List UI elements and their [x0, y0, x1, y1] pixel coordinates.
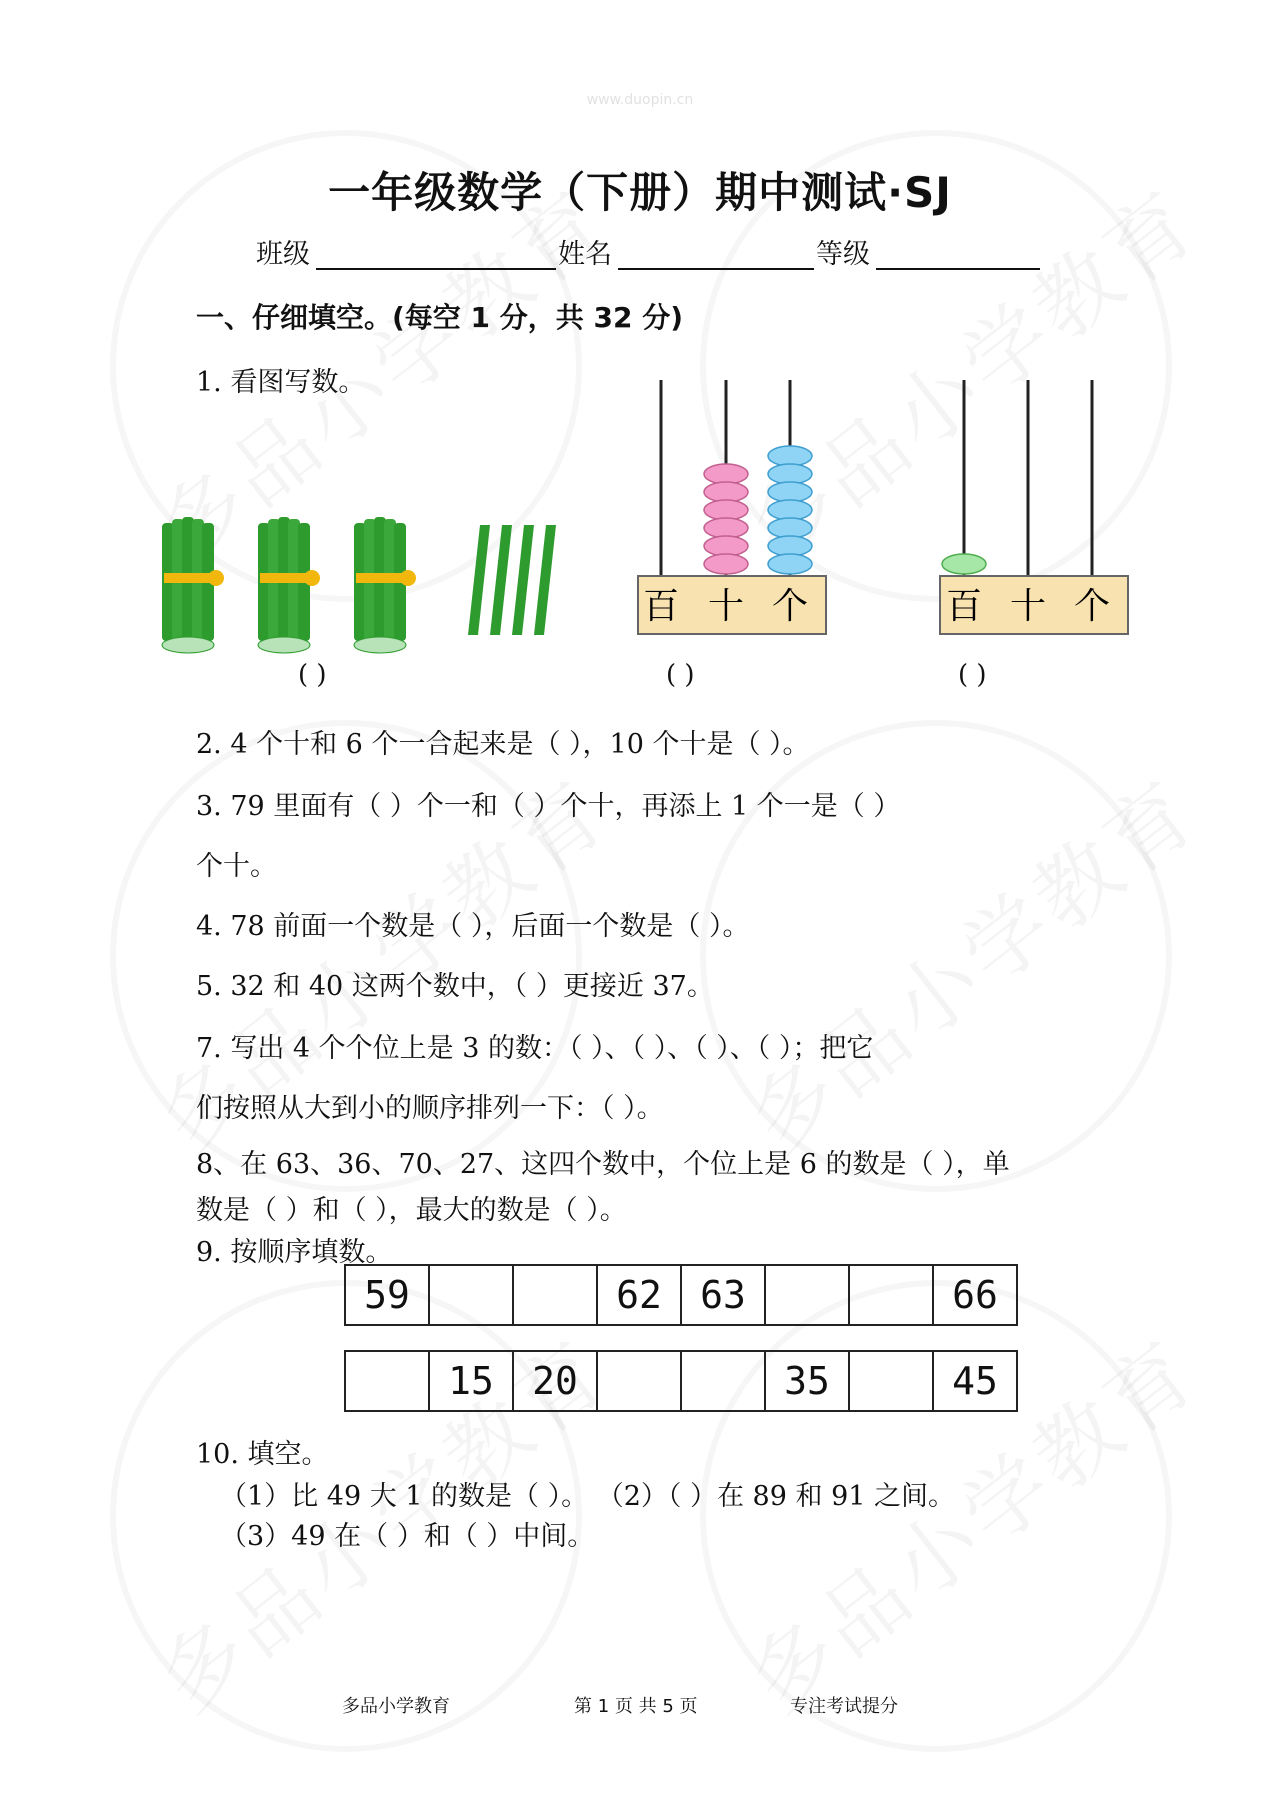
abacus-label-hundreds: 百 [945, 586, 983, 627]
grid-cell[interactable] [682, 1352, 766, 1410]
class-blank [316, 268, 556, 270]
abacus-1 [636, 380, 832, 640]
grid-cell[interactable] [850, 1352, 934, 1410]
grade-label: 等级 [816, 239, 870, 270]
grid-cell[interactable]: 66 [952, 1273, 998, 1317]
grid-cell[interactable] [430, 1266, 514, 1324]
bundle-of-ten [354, 517, 416, 653]
grid-cell[interactable] [850, 1266, 934, 1324]
footer-page-number: 第 1 页 共 5 页 [574, 1696, 698, 1717]
question-10: 10. 填空。 [196, 1439, 329, 1470]
number-sequence-grid-2 [344, 1350, 1018, 1412]
ones-beads [768, 446, 812, 574]
grid-cell[interactable] [514, 1266, 598, 1324]
grid-cell[interactable]: 35 [766, 1352, 850, 1410]
stick-bundles-illustration [150, 505, 580, 665]
footer-slogan: 专注考试提分 [790, 1696, 898, 1717]
section-heading: 一、仔细填空。(每空 1 分，共 32 分) [196, 301, 684, 334]
question-9: 9. 按顺序填数。 [196, 1237, 393, 1268]
question-3: 3. 79 里面有（ ）个一和（ ）个十，再添上 1 个一是（ ） [196, 791, 901, 822]
grid-cell[interactable]: 63 [682, 1266, 766, 1324]
bundle-of-ten [162, 517, 224, 653]
question-3-cont: 个十。 [196, 851, 277, 882]
question-10-part-3: （3）49 在（ ）和（ ）中间。 [220, 1521, 595, 1552]
abacus-label-hundreds: 百 [642, 586, 680, 627]
question-8: 8、在 63、36、70、27、这四个数中，个位上是 6 的数是（ ），单 [196, 1149, 1010, 1180]
watermark-url: www.duopin.cn [586, 92, 694, 108]
abacus-label-ones: 个 [771, 586, 809, 627]
question-10-part-1-2: （1）比 49 大 1 的数是（ ）。 （2）（ ）在 89 和 91 之间。 [220, 1481, 956, 1512]
answer-paren: ( ) [958, 660, 987, 690]
page-title: 一年级数学（下册）期中测试·SJ [328, 168, 952, 217]
single-sticks [468, 525, 556, 635]
question-1: 1. 看图写数。 [196, 367, 366, 398]
grid-cell[interactable]: 62 [598, 1266, 682, 1324]
grid-cell[interactable]: 59 [346, 1266, 430, 1324]
grid-cell[interactable]: 20 [514, 1352, 598, 1410]
abacus-label-ones: 个 [1073, 586, 1111, 627]
grid-cell[interactable] [346, 1352, 430, 1410]
grade-blank [876, 268, 1040, 270]
bundle-of-ten [258, 517, 320, 653]
class-label: 班级 [256, 239, 310, 270]
footer-brand: 多品小学教育 [342, 1696, 450, 1717]
grid-cell[interactable] [598, 1352, 682, 1410]
abacus-label-tens: 十 [707, 586, 745, 627]
grid-cell[interactable]: 15 [430, 1352, 514, 1410]
hundreds-bead [942, 554, 986, 574]
answer-paren: ( ) [298, 660, 327, 690]
name-blank [618, 268, 814, 270]
answer-paren: ( ) [666, 660, 695, 690]
grid-cell[interactable] [766, 1266, 850, 1324]
question-4: 4. 78 前面一个数是（ ），后面一个数是（ ）。 [196, 911, 750, 942]
question-7-cont: 们按照从大到小的顺序排列一下：（ ）。 [196, 1093, 664, 1124]
name-label: 姓名 [558, 239, 612, 270]
tens-beads [704, 464, 748, 574]
question-7: 7. 写出 4 个个位上是 3 的数：（ ）、（ ）、（ ）、（ ）；把它 [196, 1033, 874, 1064]
number-sequence-grid-1 [344, 1264, 1018, 1326]
abacus-2 [936, 380, 1132, 640]
question-5: 5. 32 和 40 这两个数中，（ ）更接近 37。 [196, 971, 714, 1002]
grid-cell[interactable]: 45 [952, 1359, 998, 1403]
question-2: 2. 4 个十和 6 个一合起来是（ ），10 个十是（ ）。 [196, 729, 810, 760]
abacus-label-tens: 十 [1009, 586, 1047, 627]
question-8-cont: 数是（ ）和（ ），最大的数是（ ）。 [196, 1195, 627, 1226]
